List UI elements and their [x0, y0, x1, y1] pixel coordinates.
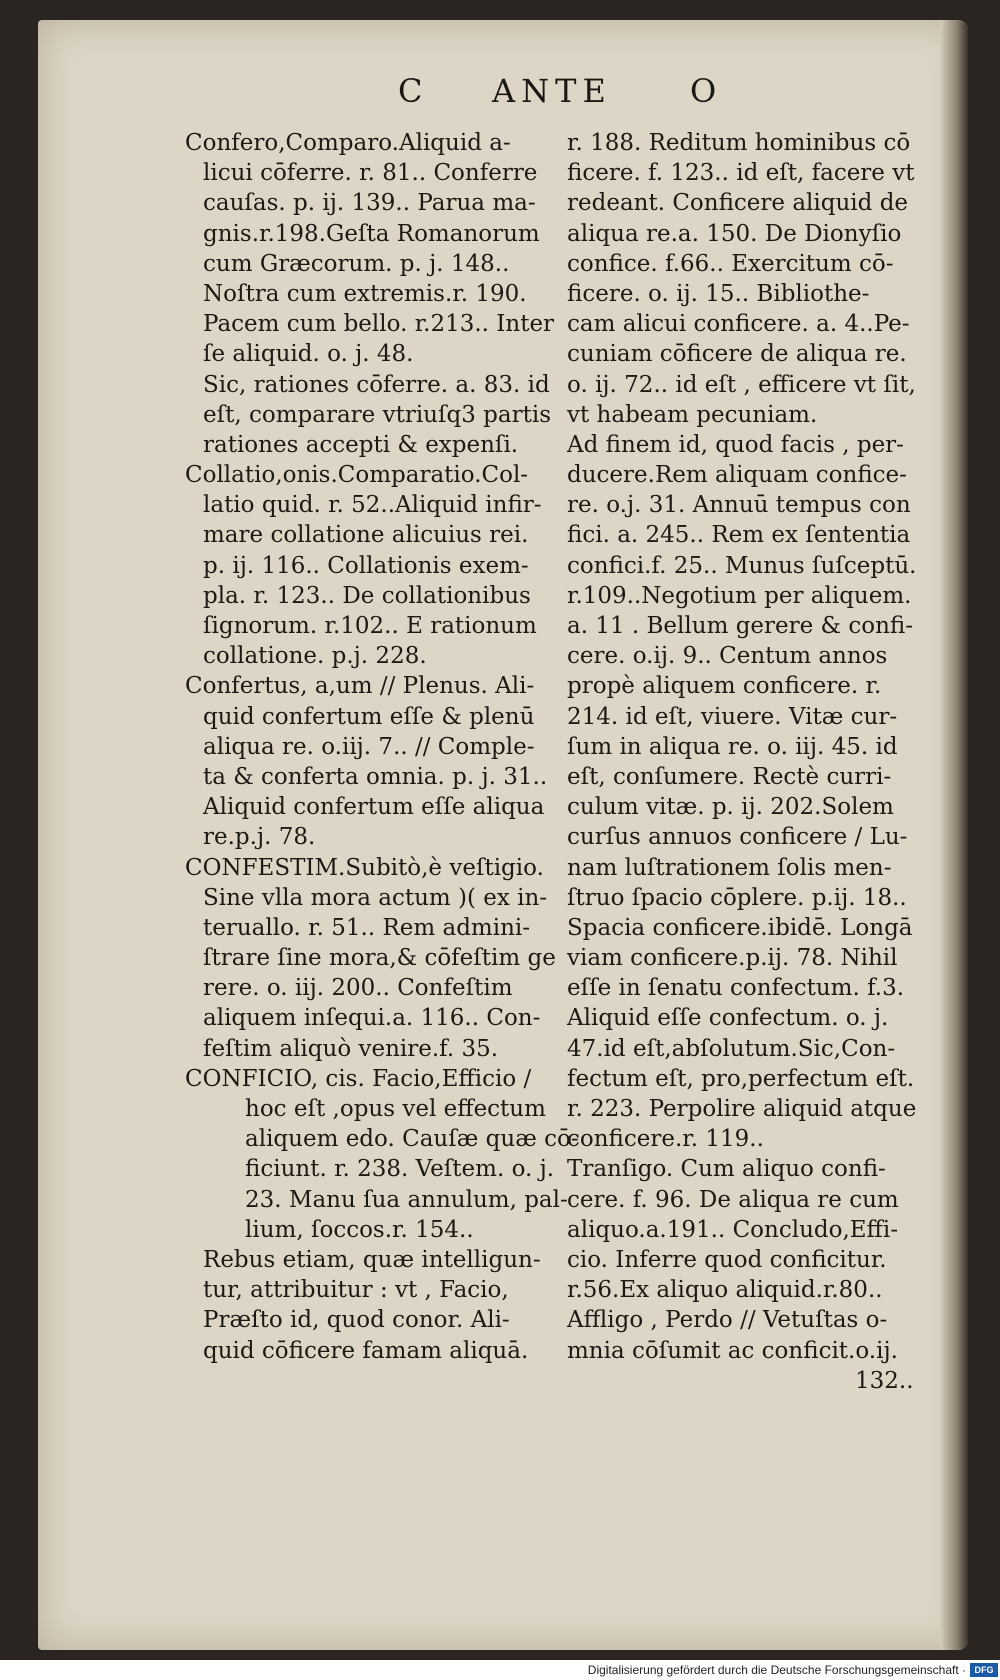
- text-line: ſum in aliqua re. o. iij. 45. id: [567, 733, 898, 760]
- text-line: curſus annuos conficere / Lu-: [567, 824, 908, 851]
- text-line: mare collatione alicuius rei.: [203, 522, 529, 549]
- text-line: cam alicui conficere. a. 4..Pe-: [567, 311, 910, 338]
- page-gutter: [940, 20, 968, 1650]
- text-line: ficiunt. r. 238. Veſtem. o. j.: [245, 1156, 555, 1183]
- text-line: ficere. o. ij. 15.. Bibliothe-: [567, 280, 870, 307]
- text-line: nam luſtrationem ſolis men-: [567, 854, 892, 881]
- text-line: rationes accepti & expenſi.: [203, 431, 519, 458]
- text-line: Noſtra cum extremis.r. 190.: [203, 280, 527, 307]
- text-line: aliquem edo. Cauſæ quæ cō-: [245, 1126, 579, 1153]
- text-line: Ad finem id, quod facis , per-: [567, 431, 904, 458]
- text-line: latio quid. r. 52..Aliquid infir-: [203, 492, 542, 519]
- header-word: ANTE: [492, 72, 612, 110]
- text-line: Spacia conficere.ibidē. Longā: [567, 914, 913, 941]
- text-line: ſtrare ſine mora,& cōfeſtim ge: [203, 945, 556, 972]
- text-line: 214. id eſt, viuere. Vitæ cur-: [567, 703, 898, 730]
- digitization-credit: Digitalisierung gefördert durch die Deutsche Forschungsgemeinschaft ·: [587, 1663, 966, 1677]
- text-line: ta & conferta omnia. p. j. 31..: [203, 763, 548, 790]
- header-letter-left: C: [398, 72, 429, 110]
- footer-bar: [0, 1660, 1000, 1680]
- text-line: aliqua re.a. 150. De Dionyſio: [567, 220, 902, 247]
- left-column: [185, 128, 585, 1366]
- header-letter-right: O: [690, 72, 723, 110]
- text-line: confice. f.66.. Exercitum cō-: [567, 250, 894, 277]
- text-line: redeant. Conficere aliquid de: [567, 190, 909, 217]
- text-line: fectum eſt, pro,perfectum eſt.: [567, 1065, 915, 1092]
- text-line: aliqua re. o.iij. 7.. // Comple-: [203, 733, 535, 760]
- text-line: 23. Manu ſua annulum, pal-: [245, 1186, 568, 1213]
- text-line: viam conficere.p.ij. 78. Nihil: [567, 945, 898, 972]
- text-line: propè aliquem conficere. r.: [567, 673, 882, 700]
- text-line: eſſe in ſenatu confectum. f.3.: [567, 975, 905, 1002]
- text-line: teruallo. r. 51.. Rem admini-: [203, 914, 531, 941]
- text-line: rere. o. iij. 200.. Confeſtim: [203, 975, 513, 1002]
- text-line: r. 188. Reditum hominibus cō: [567, 130, 911, 156]
- text-line: licui cōferre. r. 81.. Conferre: [203, 160, 538, 187]
- text-line: 132..: [855, 1367, 914, 1394]
- text-line: a. 11 . Bellum gerere & confi-: [567, 613, 913, 639]
- dfg-logo: DFG: [970, 1663, 998, 1677]
- text-line: fici. a. 245.. Rem ex ſententia: [567, 522, 911, 549]
- text-line: Confero,Comparo.Aliquid a-: [185, 130, 511, 156]
- text-line: tur, attribuitur : vt , Facio,: [203, 1277, 509, 1304]
- text-line: re.p.j. 78.: [203, 824, 316, 851]
- text-line: Sine vlla mora actum )( ex in-: [203, 884, 548, 911]
- text-line: r.56.Ex aliquo aliquid.r.80..: [567, 1277, 883, 1304]
- text-line: Rebus etiam, quæ intelligun-: [203, 1246, 541, 1273]
- text-line: Affligo , Perdo // Vetuſtas o-: [567, 1307, 888, 1334]
- text-line: ficere. f. 123.. id eſt, facere vt: [567, 160, 915, 187]
- text-line: re. o.j. 31. Annuū tempus con: [567, 492, 911, 519]
- text-line: ſe aliquid. o. j. 48.: [203, 341, 414, 368]
- text-line: Tranſigo. Cum aliquo confi-: [567, 1156, 886, 1183]
- text-line: cum Græcorum. p. j. 148..: [203, 250, 510, 277]
- text-line: eſt, conſumere. Rectè curri-: [567, 763, 892, 790]
- text-line: ſignorum. r.102.. E rationum: [203, 613, 537, 639]
- text-line: Pacem cum bello. r.213.. Inter: [203, 311, 555, 338]
- text-line: CONFESTIM.Subitò,è veſtigio.: [185, 854, 544, 881]
- text-line: culum vitæ. p. ij. 202.Solem: [567, 794, 894, 821]
- text-line: aliquo.a.191.. Concludo,Effi-: [567, 1216, 899, 1243]
- text-line: r. 223. Perpolire aliquid atque: [567, 1096, 917, 1122]
- text-line: cuniam cōficere de aliqua re.: [567, 341, 907, 368]
- running-header: [0, 72, 1000, 112]
- text-line: cere. o.ij. 9.. Centum annos: [567, 643, 888, 670]
- text-line: cio. Inferre quod conficitur.: [567, 1246, 887, 1273]
- text-line: r.109..Negotium per aliquem.: [567, 582, 912, 609]
- right-column: [555, 128, 940, 1396]
- text-line: Confertus, a,um // Plenus. Ali-: [185, 673, 535, 700]
- text-line: gnis.r.198.Geſta Romanorum: [203, 220, 540, 247]
- text-line: lium, ſoccos.r. 154..: [245, 1216, 474, 1243]
- text-line: CONFICIO, cis. Facio,Efficio /: [185, 1065, 532, 1092]
- text-line: o. ij. 72.. id eſt , efficere vt ſit,: [567, 371, 916, 398]
- text-line: hoc eſt ,opus vel effectum: [245, 1096, 546, 1122]
- text-line: quid confertum eſſe & plenū: [203, 703, 535, 730]
- text-line: ducere.Rem aliquam confice-: [567, 462, 907, 489]
- text-line: eſt, comparare vtriuſq3 partis: [203, 401, 551, 428]
- text-line: Aliquid confertum eſſe aliqua: [203, 794, 545, 821]
- text-line: p. ij. 116.. Collationis exem-: [203, 552, 529, 579]
- text-line: conficere.r. 119..: [567, 1126, 764, 1153]
- text-line: aliquem inſequi.a. 116.. Con-: [203, 1005, 541, 1032]
- text-line: cauſas. p. ij. 139.. Parua ma-: [203, 190, 536, 217]
- text-line: Aliquid eſſe confectum. o. j.: [567, 1005, 889, 1032]
- text-line: ſtruo ſpacio cōplere. p.ij. 18..: [567, 884, 907, 911]
- text-line: collatione. p.j. 228.: [203, 643, 427, 670]
- text-line: mnia cōſumit ac conficit.o.ij.: [567, 1337, 898, 1364]
- text-line: quid cōficere famam aliquā.: [203, 1337, 529, 1364]
- text-line: pla. r. 123.. De collationibus: [203, 582, 531, 609]
- text-line: Sic, rationes cōferre. a. 83. id: [203, 371, 550, 398]
- text-line: cere. f. 96. De aliqua re cum: [567, 1186, 899, 1213]
- text-line: confici.f. 25.. Munus ſuſceptū.: [567, 552, 917, 579]
- text-line: feſtim aliquò venire.f. 35.: [203, 1035, 499, 1062]
- text-line: Collatio,onis.Comparatio.Col-: [185, 462, 529, 489]
- text-line: vt habeam pecuniam.: [567, 401, 818, 428]
- text-line: 47.id eſt,abſolutum.Sic,Con-: [567, 1035, 896, 1062]
- text-line: Præſto id, quod conor. Ali-: [203, 1307, 510, 1334]
